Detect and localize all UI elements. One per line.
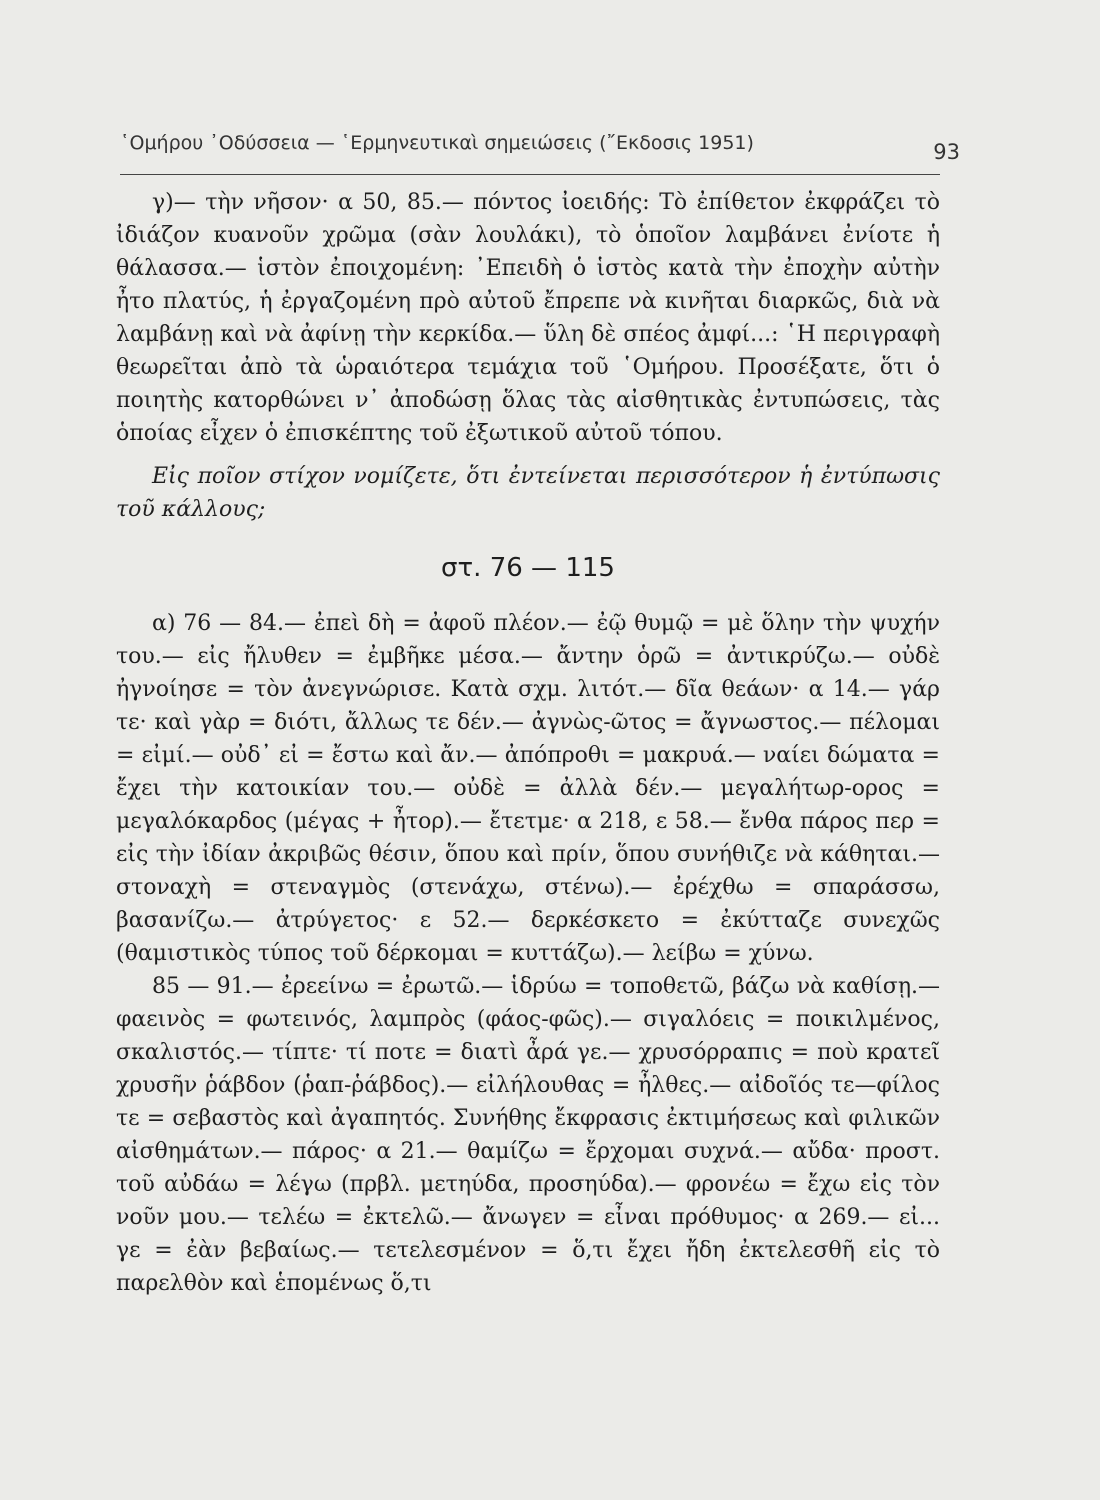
page-number: 93	[933, 140, 960, 164]
header-rule	[120, 174, 940, 175]
running-header	[120, 132, 960, 164]
header-title: ῾Ομήρου ᾿Οδύσσεια — ῾Ερμηνευτικαὶ σημειώσεις (῎Εκδοσις 1951)	[120, 132, 754, 154]
commentary-paragraph: γ)— τὴν νῆσον· α 50, 85.— πόντος ἰοειδής: Τὸ ἐπίθετον ἐκφράζει τὸ ἰδιάζον κυανοῦν χρῶμα (σὰν λουλάκι), τὸ ὁποῖον λαμβάνει ἐνίοτε ἡ θάλασσα.— ἱστὸν ἐποιχομένη: ᾿Επειδὴ ὁ ἱστὸς κατὰ τὴν ἐποχὴν αὐτὴν ἦτο πλατύς, ἡ ἐργαζομένη πρὸ αὐτοῦ ἔπρεπε νὰ κινῆται διαρκῶς, διὰ νὰ λαμβάνῃ καὶ νὰ ἀφίνῃ τὴν κερκίδα.— ὕλη δὲ σπέος ἀμφί...: ῾Η περιγραφὴ θεωρεῖται ἀπὸ τὰ ὡραιότερα τεμάχια τοῦ ῾Ομήρου. Προσέξατε, ὅτι ὁ ποιητὴς κατορθώνει ν᾿ ἀποδώσῃ ὅλας τὰς αἰσθητικὰς ἐντυπώσεις, τὰς ὁποίας εἶχεν ὁ ἐπισκέπτης τοῦ ἐξωτικοῦ αὐτοῦ τόπου.	[116, 190, 940, 446]
section-title: στ. 76 — 115	[441, 553, 615, 583]
study-question: Εἰς ποῖον στίχον νομίζετε, ὅτι ἐντείνεται περισσότερον ἡ ἐντύπωσις τοῦ κάλλους;	[116, 464, 940, 522]
section-paragraph: α) 76 — 84.— ἐπεὶ δὴ = ἀφοῦ πλέον.— ἐῷ θυμῷ = μὲ ὅλην τὴν ψυχήν του.— εἰς ἤλυθεν = ἐμβῆκε μέσα.— ἄντην ὁρῶ = ἀντικρύζω.— οὐδὲ ἠγνοίησε = τὸν ἀνεγνώρισε. Κατὰ σχμ. λιτότ.— δῖα θεάων· α 14.— γάρ τε· καὶ γὰρ = διότι, ἄλλως τε δέν.— ἀγνὼς-ῶτος = ἄγνωστος.— πέλομαι = εἰμί.— οὐδ᾿ εἰ = ἔστω καὶ ἄν.— ἀπόπροθι = μακρυά.— ναίει δώματα = ἔχει τὴν κατοικίαν του.— οὐδὲ = ἀλλὰ δέν.— μεγαλήτωρ-ορος = μεγαλόκαρδος (μέγας + ἦτορ).— ἔτετμε· α 218, ε 58.— ἔνθα πάρος περ = εἰς τὴν ἰδίαν ἀκριβῶς θέσιν, ὅπου καὶ πρίν, ὅπου συνήθιζε νὰ κάθηται.— στοναχὴ = στεναγμὸς (στενάχω, στένω).— ἐρέχθω = σπαράσσω, βασανίζω.— ἀτρύγετος· ε 52.— δερκέσκετο = ἐκύτταζε συνεχῶς (θαμιστικὸς τύπος τοῦ δέρκομαι = κυττάζω).— λείβω = χύνω.	[116, 611, 940, 966]
page-body	[116, 186, 940, 1300]
section-paragraph: 85 — 91.— ἐρεείνω = ἐρωτῶ.— ἱδρύω = τοποθετῶ, βάζω νὰ καθίσῃ.— φαεινὸς = φωτεινός, λαμπρὸς (φάος-φῶς).— σιγαλόεις = ποικιλμένος, σκαλιστός.— τίπτε· τί ποτε = διατὶ ἆρά γε.— χρυσόρραπις = ποὺ κρατεῖ χρυσῆν ῥάβδον (ῥαπ-ῥάβδος).— εἰλήλουθας = ἦλθες.— αἰδοῖός τε—φίλος τε = σεβαστὸς καὶ ἀγαπητός. Συνήθης ἔκφρασις ἐκτιμήσεως καὶ φιλικῶν αἰσθημάτων.— πάρος· α 21.— θαμίζω = ἔρχομαι συχνά.— αὔδα· προστ. τοῦ αὐδάω = λέγω (πρβλ. μετηύδα, προσηύδα).— φρονέω = ἔχω εἰς τὸν νοῦν μου.— τελέω = ἐκτελῶ.— ἄνωγεν = εἶναι πρόθυμος· α 269.— εἰ... γε = ἐὰν βεβαίως.— τετελεσμένον = ὅ,τι ἔχει ἤδη ἐκτελεσθῆ εἰς τὸ παρελθὸν καὶ ἑπομένως ὅ,τι	[116, 974, 940, 1296]
